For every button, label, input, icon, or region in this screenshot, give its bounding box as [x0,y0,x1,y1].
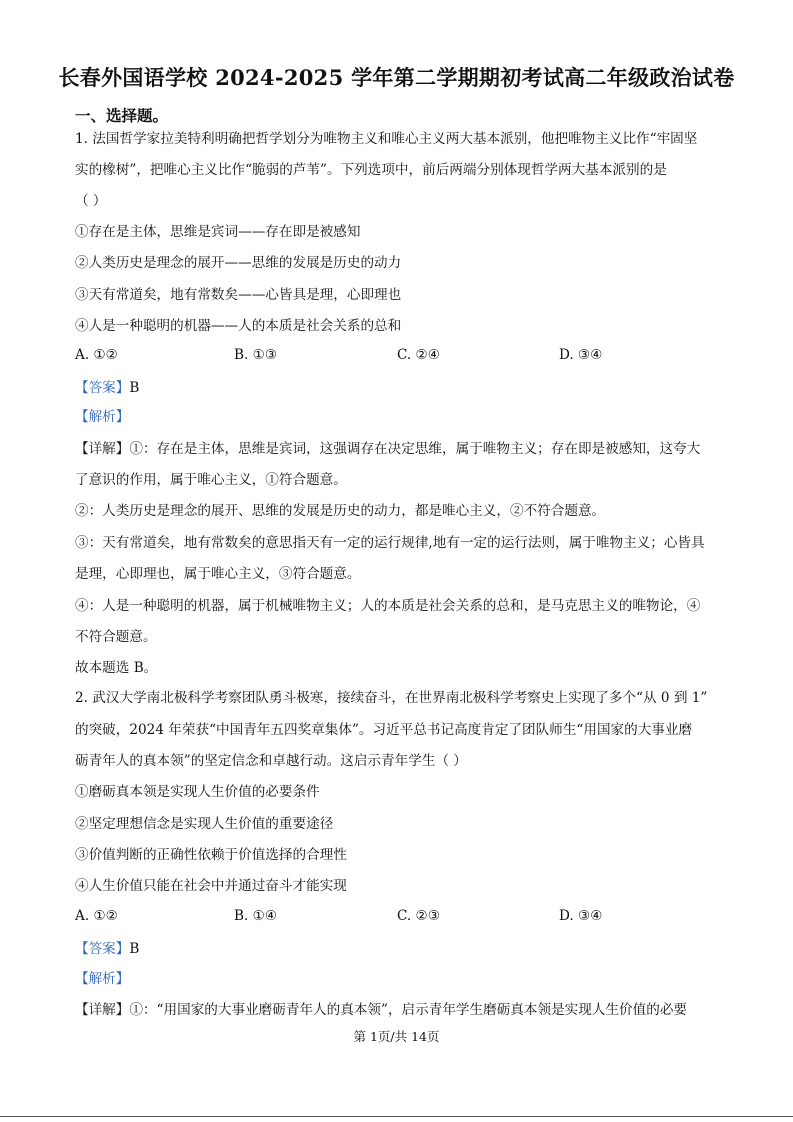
q2-answer-tag: 【答案】 [75,941,130,957]
q1-analysis-line [75,408,725,426]
q1-item-4: ④人是一种聪明的机器——人的本质是社会关系的总和 [75,318,402,334]
q2-analysis-line [75,970,725,988]
q1-stem-line-3: （ ） [75,193,107,209]
q1-detail-line-8: 故本题选 B。 [75,660,158,676]
q1-item-2: ②人类历史是理念的展开——思维的发展是历史的动力 [75,255,402,271]
q1-answer-line [75,379,725,397]
page-title: 长春外国语学校 2024-2025 学年第二学期期初考试高二年级政治试卷 [58,65,735,90]
q2-stem-line-1: 2. 武汉大学南北极科学考察团队勇斗极寒，接续奋斗，在世界南北极科学考察史上实现了多个“从 0 到 1” [75,690,708,706]
q1-detail-text-1: ①：存在是主体，思维是宾词，这强调存在决定思维，属于唯物主义；存在即是被感知，这夸大 [129,441,701,457]
q2-stem-line-3: 砺青年人的真本领”的坚定信念和卓越行动。这启示青年学生（ ） [75,753,467,769]
q2-option-b: B. ①④ [234,908,278,924]
q1-item-3: ③天有常道矣，地有常数矣——心皆具是理，心即理也 [75,287,402,303]
q1-option-c: C. ②④ [397,347,440,363]
q2-item-4: ④人生价值只能在社会中并通过奋斗才能实现 [75,878,347,894]
q1-detail-line-5: 是理，心即理也，属于唯心主义，③符合题意。 [75,566,361,582]
q1-analysis-tag: 【解析】 [75,409,130,425]
q1-item-1: ①存在是主体，思维是宾词——存在即是被感知 [75,224,361,240]
q1-option-a: A. ①② [75,347,118,363]
q1-answer-tag: 【答案】 [75,380,130,396]
q1-detail-line-4: ③：天有常道矣，地有常数矣的意思指天有一定的运行规律,地有一定的运行法则，属于唯物主义；心皆具 [75,535,705,551]
q1-detail-line-6: ④：人是一种聪明的机器，属于机械唯物主义；人的本质是社会关系的总和，是马克思主义的唯物论，④ [75,598,701,614]
q2-answer-value: B [129,941,140,957]
section-heading: 一、选择题。 [75,106,169,125]
q2-analysis-tag: 【解析】 [75,971,130,987]
q1-detail-line-3: ②：人类历史是理念的展开、思维的发展是历史的动力，都是唯心主义，②不符合题意。 [75,503,606,519]
q1-detail-tag: 【详解】 [75,441,130,457]
q2-option-a: A. ①② [75,908,118,924]
q2-option-c: C. ②③ [397,908,440,924]
q2-item-2: ②坚定理想信念是实现人生价值的重要途径 [75,816,334,832]
q2-detail-line-1 [75,1001,725,1019]
q2-item-1: ①磨砺真本领是实现人生价值的必要条件 [75,784,320,800]
q2-stem-line-2: 的突破，2024 年荣获“中国青年五四奖章集体”。习近平总书记高度肯定了团队师生“用国家的大事业磨 [75,722,693,738]
q2-item-3: ③价值判断的正确性依赖于价值选择的合理性 [75,847,347,863]
bottom-divider [0,1116,793,1117]
q1-option-d: D. ③④ [559,347,603,363]
q1-detail-line-7: 不符合题意。 [75,629,157,645]
q1-detail-line-2: 了意识的作用，属于唯心主义，①符合题意。 [75,472,347,488]
q1-stem-line-2: 实的橡树”，把唯心主义比作“脆弱的芦苇”。下列选项中，前后两端分别体现哲学两大基本派别的是 [75,162,667,178]
q2-detail-text-1: ①：“用国家的大事业磨砺青年人的真本领”，启示青年学生磨砺真本领是实现人生价值的必要 [129,1002,688,1018]
q1-option-b: B. ①③ [234,347,278,363]
q1-answer-value: B [129,380,140,396]
q1-detail-line-1 [75,440,725,458]
q2-option-d: D. ③④ [559,908,603,924]
q2-detail-tag: 【详解】 [75,1002,130,1018]
q2-answer-line [75,940,725,958]
page-footer: 第 1页/共 14页 [353,1029,440,1044]
q1-stem-line-1: 1. 法国哲学家拉美特利明确把哲学划分为唯物主义和唯心主义两大基本派别，他把唯物主义比作“牢固坚 [75,131,698,147]
